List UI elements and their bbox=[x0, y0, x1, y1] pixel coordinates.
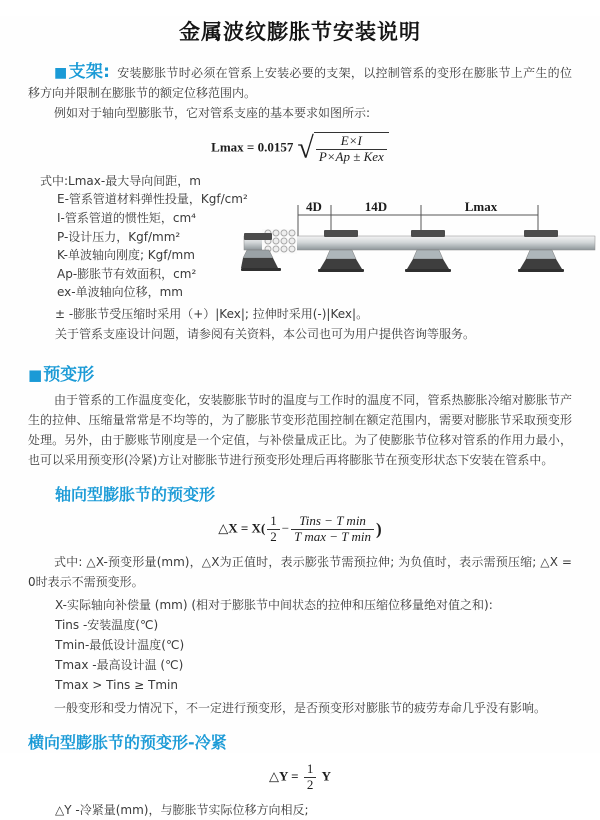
axial-note-paragraph: 式中: △X-预变形量(mm)，△X为正值时，表示膨张节需预拉伸; 为负值时，表示需预压缩; △X = 0时表示不需预变形。 bbox=[28, 554, 572, 589]
blue-square-icon: ■ bbox=[54, 65, 68, 81]
blue-square-icon: ■ bbox=[28, 366, 43, 385]
axial-closing-line: 一般变形和受力情况下，不一定进行预变形，是否预变形对膨胀节的疲劳寿命几乎没有影响。 bbox=[54, 700, 547, 715]
subheading-lateral-predeform: 横向型膨胀节的预变形-冷紧 bbox=[28, 732, 227, 752]
definition-item: Ap-膨胀节有效面积，cm² bbox=[57, 266, 197, 281]
formula-lateral-rhs: Y bbox=[321, 768, 331, 784]
radical-glyph: √ bbox=[297, 131, 314, 165]
half-denominator: 2 bbox=[267, 529, 280, 545]
pipe-support bbox=[318, 230, 364, 272]
definition-item: ex-单波轴向位移，mm bbox=[57, 285, 183, 300]
axial-definition-lines bbox=[28, 595, 572, 695]
lateral-numerator: 1 bbox=[306, 760, 314, 776]
support-intro-text: 安装膨胀节时必须在管系上安装必要的支架，以控制管系的变形在膨胀节上产生的位移方向并限制在膨胀节的额定位移范围内。 bbox=[28, 66, 572, 100]
lateral-note: △Y -冷紧量(mm)，与膨胀节实际位移方向相反; bbox=[55, 802, 309, 817]
axial-line: Tmin-最低设计温度(℃) bbox=[55, 637, 185, 652]
temp-denominator: T max − T min bbox=[291, 529, 374, 545]
pipe-support-diagram bbox=[241, 200, 597, 276]
axial-line: Tins -安装温度(℃) bbox=[55, 617, 159, 632]
definition-item: I-管系管道的惯性矩，cm⁴ bbox=[57, 211, 196, 226]
plus-minus-note: ± -膨胀节受压缩时采用（+）|Kex|; 拉伸时采用(-)|Kex|。 bbox=[55, 307, 369, 322]
definition-item: E-管系管道材料弹性投量，Kgf/cm² bbox=[57, 192, 248, 207]
half-numerator: 1 bbox=[270, 513, 277, 529]
formula-axial-lhs: △X = X( bbox=[218, 520, 266, 536]
predeform-heading-text: 预变形 bbox=[43, 365, 95, 386]
definitions-and-diagram bbox=[0, 172, 600, 302]
definition-item: P-设计压力，Kgf/mm² bbox=[57, 229, 181, 244]
definition-item: K-单波轴向刚度; Kgf/mm bbox=[57, 248, 195, 263]
definition-item: 式中:Lmax-最大导向间距，m bbox=[40, 173, 201, 188]
formula-axial bbox=[0, 514, 600, 545]
section-heading-support: 支架: bbox=[68, 62, 110, 82]
lateral-denominator: 2 bbox=[304, 777, 317, 793]
minus-sign: − bbox=[281, 520, 290, 536]
axial-line: Tmax > Tins ≥ Tmin bbox=[55, 677, 178, 692]
predeform-body-paragraph: 由于管系的工作温度变化，安装膨胀节时的温度与工作时的温度不同，管系热膨胀冷缩对膨胀节产生的拉伸、压缩量常常是不均等的，为了膨胀节变形范围控制在额定范围内，需要对膨胀节采取预变形处理。另外，由于膨账节刚度是一个定值，与补偿量成正比。为了使膨胀节位移对管系的作用力最小，也可以采用预变形(冷紧)方让对膨胀节进行预变形处理后再将膨胀节在预变形状态下安装在管系中。 bbox=[28, 393, 572, 468]
pipe-support bbox=[405, 230, 451, 272]
consulting-note: 关于管系支座设计问题，请参阅有关资料，本公司也可为用户提供咨询等服务。 bbox=[55, 327, 476, 342]
subheading-axial-predeform: 轴向型膨胀节的预变形 bbox=[55, 485, 216, 505]
formula-lmax bbox=[0, 132, 600, 165]
axial-line: Tmax -最高设计温 (℃) bbox=[55, 657, 184, 672]
close-paren: ) bbox=[376, 519, 382, 539]
temp-numerator: Tins − T min bbox=[299, 513, 366, 529]
formula-lmax-denominator: P×Ap ± Kex bbox=[316, 149, 387, 165]
document-page bbox=[0, 16, 600, 817]
support-intro-paragraph bbox=[28, 62, 572, 103]
formula-lmax-lhs: Lmax = 0.0157 bbox=[211, 139, 294, 155]
dimension-label-4d: 4D bbox=[306, 198, 322, 214]
axial-line: X-实际轴向补偿量 (mm) (相对于膨胀节中间状态的拉伸和压缩位移量绝对值之和): bbox=[55, 597, 493, 612]
formula-lateral-lhs: △Y = bbox=[269, 768, 299, 784]
lateral-note-line bbox=[28, 800, 572, 820]
dimension-label-14d: 14D bbox=[364, 198, 388, 214]
pipe-support bbox=[518, 230, 564, 272]
formula-lmax-numerator: E×I bbox=[340, 133, 362, 148]
page-title: 金属波纹膨胀节安装说明 bbox=[179, 20, 421, 44]
support-notes bbox=[28, 304, 572, 344]
section-heading-predeform bbox=[28, 360, 600, 385]
formula-lateral bbox=[0, 762, 600, 793]
sqrt-radical-icon bbox=[297, 132, 388, 165]
dimension-label-lmax: Lmax bbox=[464, 198, 498, 214]
support-example-line: 例如对于轴向型膨胀节，它对管系支座的基本要求如图所示: bbox=[54, 106, 371, 120]
